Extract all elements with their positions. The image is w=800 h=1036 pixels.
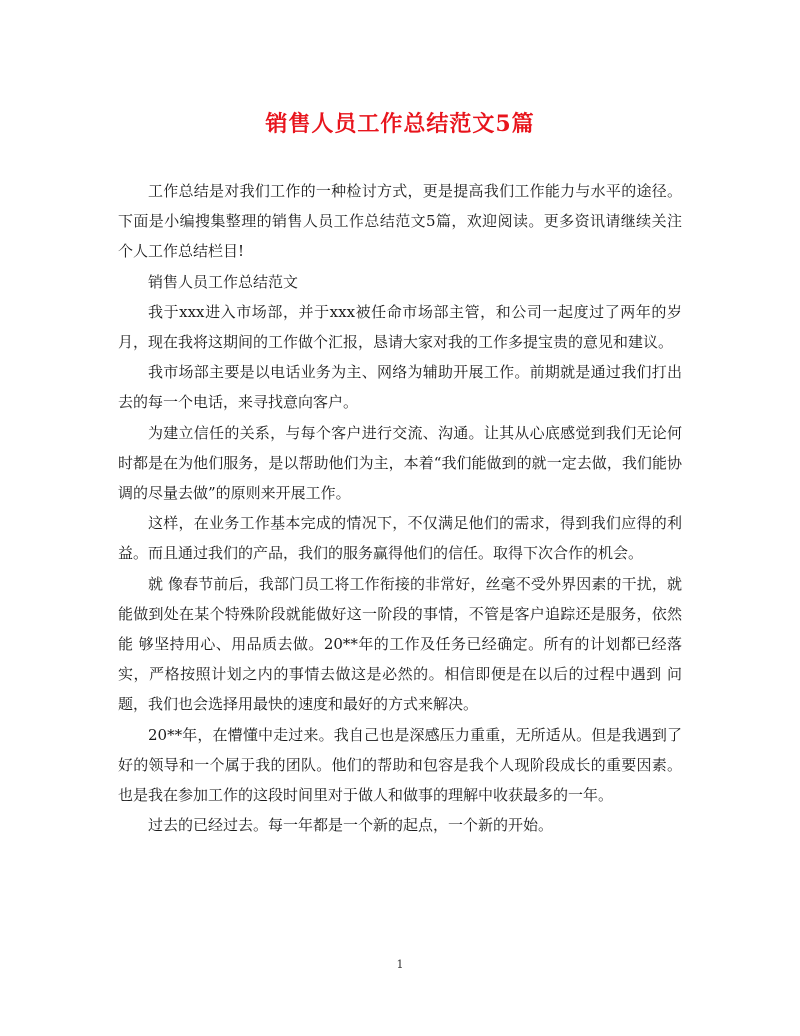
- paragraph-5: 就 像春节前后，我部门员工将工作衔接的非常好，丝毫不受外界因素的干扰，就能做到处在某个特殊阶段就能做好这一阶段的事情，不管是客户追踪还是服务，依然能 够坚持用心、用品质去做。20**年的工作及任务已经确定。所有的计划都已经落实，严格按照计划之内的事情去做这是必然的。相信即便是在以后的过程中遇到 问题，我们也会选择用最快的速度和最好的方式来解决。: [118, 574, 682, 714]
- paragraph-7: 过去的已经过去。每一年都是一个新的起点，一个新的开始。: [148, 816, 554, 835]
- page-number: 1: [396, 958, 404, 971]
- paragraph-intro: 工作总结是对我们工作的一种检讨方式，更是提高我们工作能力与水平的途径。下面是小编搜集整理的销售人员工作总结范文5篇，欢迎阅读。更多资讯请继续关注个人工作总结栏目!: [118, 182, 682, 261]
- document-body: [118, 176, 682, 840]
- paragraph-2: 我市场部主要是以电话业务为主、网络为辅助开展工作。前期就是通过我们打出去的每一个电话，来寻找意向客户。: [118, 363, 682, 412]
- paragraph-6: 20**年，在懵懂中走过来。我自己也是深感压力重重，无所适从。但是我遇到了好的领导和一个属于我的团队。他们的帮助和包容是我个人现阶段成长的重要因素。也是我在参加工作的这段时间里对于做人和做事的理解中收获最多的一年。: [118, 725, 682, 805]
- paragraph-3: 为建立信任的关系，与每个客户进行交流、沟通。让其从心底感觉到我们无论何时都是在为他们服务，是以帮助他们为主，本着“我们能做到的就一定去做，我们能协调的尽量去做”的原则来开展工作。: [118, 423, 682, 503]
- document-title: 销售人员工作总结范文5篇: [265, 111, 535, 137]
- paragraph-1: 我于xxx进入市场部，并于xxx被任命市场部主管，和公司一起度过了两年的岁月，现在我将这期间的工作做个汇报，恳请大家对我的工作多提宝贵的意见和建议。: [118, 302, 682, 352]
- paragraph-subheading: 销售人员工作总结范文: [148, 272, 299, 291]
- paragraph-4: 这样，在业务工作基本完成的情况下，不仅满足他们的需求，得到我们应得的利益。而且通过我们的产品，我们的服务赢得他们的信任。取得下次合作的机会。: [118, 514, 682, 563]
